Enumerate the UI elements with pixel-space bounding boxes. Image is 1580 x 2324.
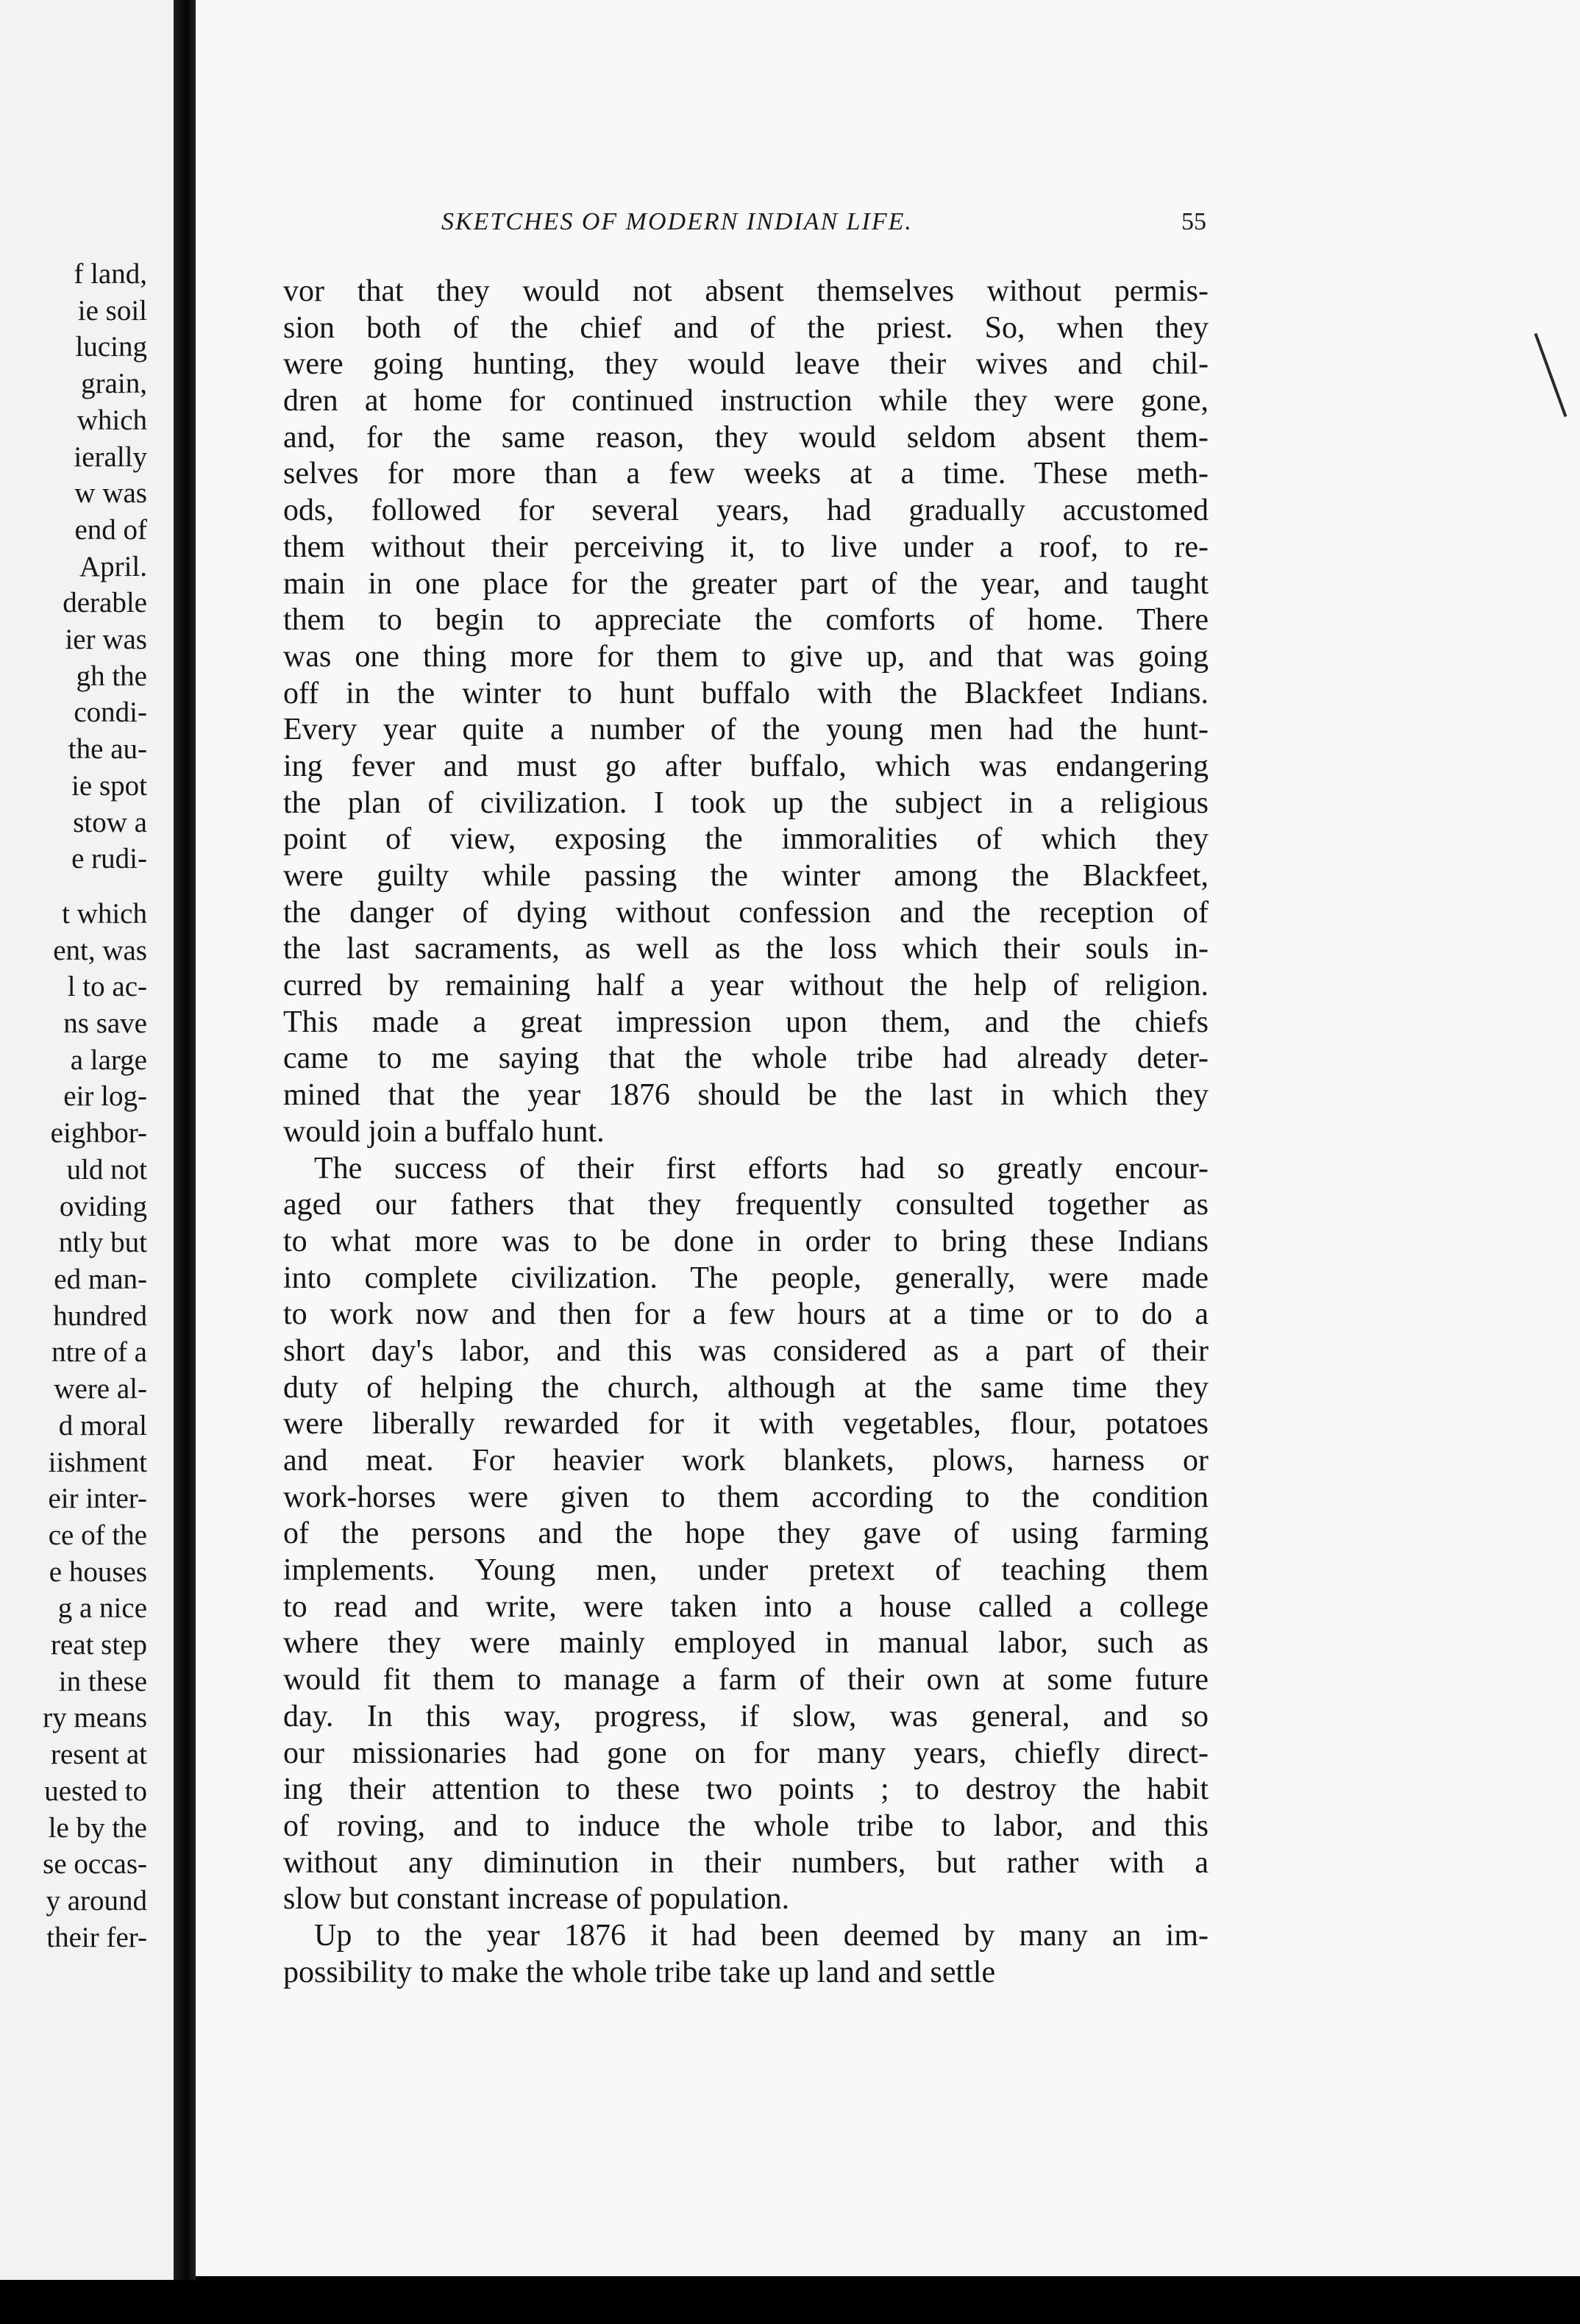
text-line: our missionaries had gone on for many years, chiefly direct-	[283, 1736, 1209, 1770]
text-line: point of view, exposing the immoralities of which they	[283, 822, 1209, 857]
text-line: to what more was to be done in order to bring these Indians	[283, 1224, 1209, 1258]
text-line: of the persons and the hope they gave of using farming	[283, 1516, 1209, 1551]
text-line: into complete civilization. The people, generally, were made	[283, 1261, 1209, 1295]
left-page-line: w was	[74, 477, 147, 510]
text-line: main in one place for the greater part of the year, and taught	[283, 566, 1209, 601]
text-line: ods, followed for several years, had gradually accustomed	[283, 493, 1209, 528]
text-line: them without their perceiving it, to live under a roof, to re-	[283, 530, 1209, 564]
paragraph	[283, 1151, 1209, 1918]
left-page-line: y around	[46, 1884, 147, 1917]
text-line: them to begin to appreciate the comforts of home. There	[283, 603, 1209, 638]
left-page-line: eighbor-	[50, 1117, 147, 1149]
text-line: selves for more than a few weeks at a time. These meth-	[283, 457, 1209, 491]
left-page-line: reat step	[50, 1629, 147, 1661]
left-page-line: grain,	[81, 368, 147, 400]
left-page-line: l to ac-	[67, 971, 147, 1003]
text-line: was one thing more for them to give up, and that was going	[283, 639, 1209, 674]
left-page-line: resent at	[50, 1739, 147, 1771]
text-line: were going hunting, they would leave their wives and chil-	[283, 347, 1209, 382]
paragraph	[283, 1918, 1209, 1991]
text-line: slow but constant increase of population.	[283, 1882, 790, 1917]
left-page-line: uested to	[44, 1775, 147, 1807]
left-page-line: ed man-	[54, 1263, 147, 1295]
text-line: day. In this way, progress, if slow, was general, and so	[283, 1699, 1209, 1733]
text-line: the danger of dying without confession and the reception of	[283, 895, 1209, 930]
text-line: sion both of the chief and of the priest. So, when they	[283, 310, 1209, 345]
text-line: were guilty while passing the winter among the Blackfeet,	[283, 859, 1209, 893]
left-page-line: their fer-	[46, 1921, 147, 1953]
left-page-line: ns save	[63, 1008, 147, 1040]
left-page-line: end of	[74, 513, 147, 546]
text-line: The success of their first efforts had so greatly encour-	[314, 1151, 1209, 1186]
left-page-line: derable	[63, 587, 147, 619]
left-page-line: which	[76, 404, 147, 436]
left-page-line: ntre of a	[51, 1336, 147, 1369]
left-page-line: a large	[70, 1044, 147, 1076]
left-page-line: hundred	[53, 1300, 147, 1332]
page-fold-shadow	[174, 0, 196, 2280]
left-page-line: ie soil	[77, 294, 147, 327]
left-page-line: g a nice	[57, 1592, 147, 1625]
text-line: were liberally rewarded for it with vegetables, flour, potatoes	[283, 1407, 1209, 1441]
text-line: curred by remaining half a year without the help of religion.	[283, 969, 1209, 1003]
page-number: 55	[1181, 208, 1206, 235]
text-line: and, for the same reason, they would seldom absent them-	[283, 420, 1209, 455]
text-line: ing their attention to these two points ; to destroy the habit	[283, 1772, 1209, 1807]
text-line: and meat. For heavier work blankets, plows, harness or	[283, 1444, 1209, 1478]
text-line: came to me saying that the whole tribe had already deter-	[283, 1041, 1209, 1076]
bottom-stain	[340, 2289, 353, 2308]
text-line: ing fever and must go after buffalo, which was endangering	[283, 749, 1209, 783]
left-page-line: ry means	[43, 1702, 147, 1734]
left-page-line: d moral	[58, 1409, 147, 1441]
left-page-line: the au-	[68, 733, 147, 766]
paragraph	[283, 274, 1209, 1151]
text-line: off in the winter to hunt buffalo with the Blackfeet Indians.	[283, 676, 1209, 710]
text-line: dren at home for continued instruction while they were gone,	[283, 384, 1209, 418]
running-head: SKETCHES OF MODERN INDIAN LIFE.	[441, 208, 913, 235]
text-line: without any diminution in their numbers, but rather with a	[283, 1845, 1209, 1880]
text-line: implements. Young men, under pretext of teaching them	[283, 1553, 1209, 1588]
left-page-line: ce of the	[48, 1519, 147, 1551]
left-page-line: t which	[62, 897, 147, 930]
left-page-line: f land,	[74, 258, 147, 290]
left-page	[0, 0, 174, 2280]
left-page-line: gh the	[76, 660, 147, 692]
text-line: possibility to make the whole tribe take up land and settle	[283, 1955, 996, 1989]
left-page-line: lucing	[75, 331, 147, 363]
left-page-line: e rudi-	[71, 843, 147, 875]
left-page-line: e houses	[49, 1555, 147, 1588]
left-page-line: eir inter-	[48, 1483, 147, 1515]
left-page-line: ent, was	[53, 934, 147, 966]
text-line: mined that the year 1876 should be the last in which they	[283, 1078, 1209, 1113]
left-page-line: were al-	[54, 1373, 147, 1405]
left-page-line: iishment	[48, 1446, 147, 1478]
left-page-line: le by the	[48, 1811, 147, 1844]
text-line: would join a buffalo hunt.	[283, 1114, 605, 1149]
left-page-line: condi-	[74, 696, 147, 729]
text-line: would fit them to manage a farm of their own at some future	[283, 1663, 1209, 1697]
text-line: aged our fathers that they frequently consulted together as	[283, 1188, 1209, 1222]
left-page-line: in these	[58, 1665, 147, 1697]
text-line: to read and write, were taken into a house called a college	[283, 1589, 1209, 1624]
text-line: Every year quite a number of the young men had the hunt-	[283, 713, 1209, 747]
left-page-line: April.	[79, 550, 147, 582]
left-page-line: uld not	[66, 1153, 147, 1186]
left-page-line: ierally	[74, 441, 147, 473]
text-line: duty of helping the church, although at the same time they	[283, 1370, 1209, 1405]
text-line: Up to the year 1876 it had been deemed by many an im-	[314, 1918, 1209, 1953]
text-line: This made a great impression upon them, and the chiefs	[283, 1005, 1209, 1039]
text-line: where they were mainly employed in manual labor, such as	[283, 1626, 1209, 1661]
text-line: of roving, and to induce the whole tribe to labor, and this	[283, 1808, 1209, 1843]
body-text	[283, 274, 1209, 1991]
left-page-line: ier was	[65, 624, 147, 656]
margin-mark	[1534, 333, 1567, 417]
left-page-line: se occas-	[43, 1848, 147, 1881]
left-page-text-fragments	[0, 256, 147, 1956]
left-page-line: ntly but	[58, 1227, 147, 1259]
left-page-line: oviding	[59, 1190, 147, 1222]
left-page-line: ie spot	[71, 769, 147, 802]
left-page-line: eir log-	[63, 1080, 147, 1113]
left-page-line: stow a	[73, 806, 147, 838]
text-line: vor that they would not absent themselves without permis-	[283, 274, 1209, 308]
text-line: short day's labor, and this was considered as a part of their	[283, 1333, 1209, 1368]
text-line: the plan of civilization. I took up the subject in a religious	[283, 785, 1209, 820]
text-line: work-horses were given to them according to the condition	[283, 1480, 1209, 1514]
left-page-line	[0, 877, 147, 896]
text-line: to work now and then for a few hours at a time or to do a	[283, 1297, 1209, 1332]
text-line: the last sacraments, as well as the loss which their souls in-	[283, 932, 1209, 966]
